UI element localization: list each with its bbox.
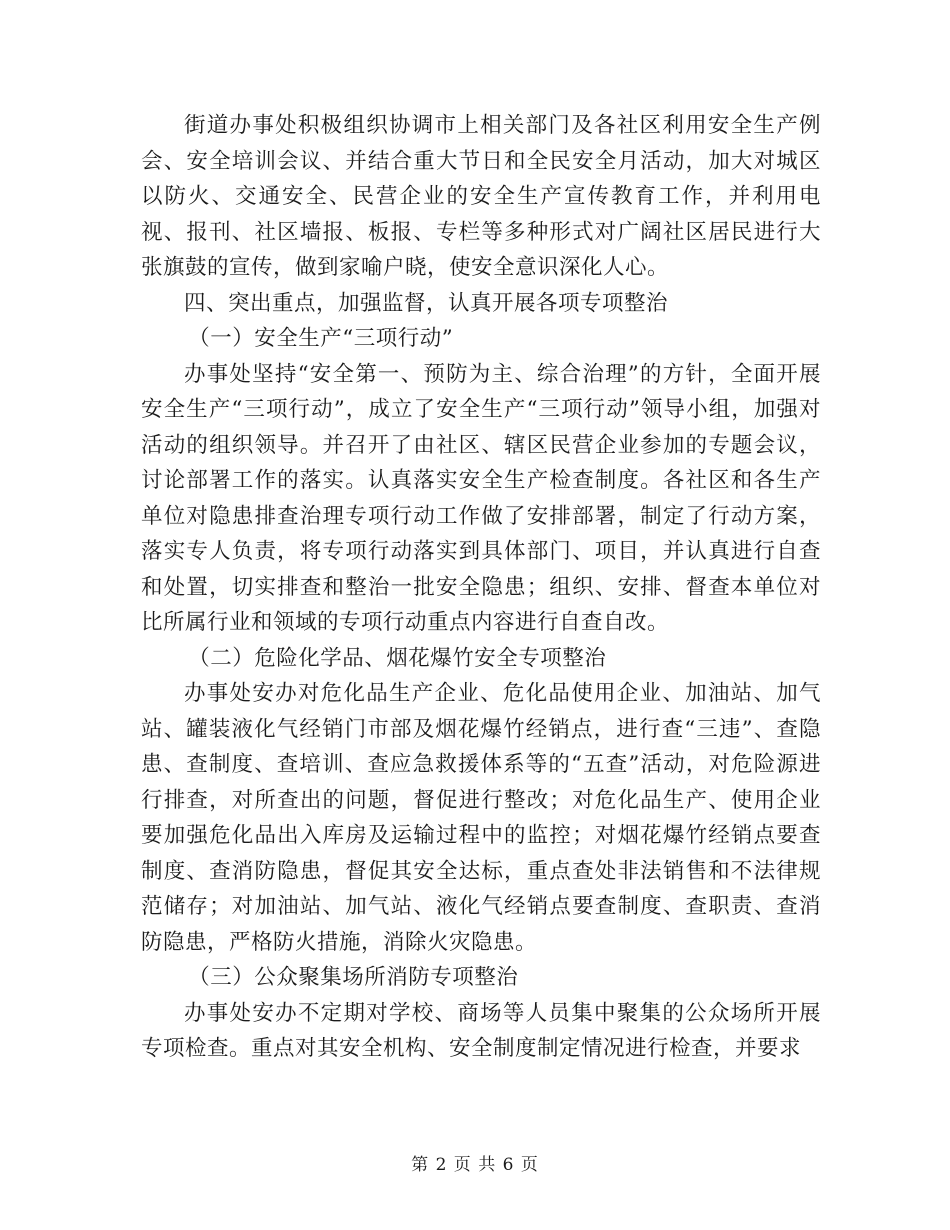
subsection-heading-1: （一）安全生产“三项行动”: [188, 326, 454, 351]
paragraph-three-actions: 办事处坚持“安全第一、预防为主、综合治理”的方针，全面开展安全生产“三项行动”，成立了安全生产“三项行动”领导小组，加强对活动的组织领导。并召开了由社区、辖区民营企业参加的专题会议，讨论部署工作的落实。认真落实安全生产检查制度。各社区和各生产单位对隐患排查治理专项行动工作做了安排部署，制定了行动方案，落实专人负责，将专项行动落实到具体部门、项目，并认真进行自查和处置，切实排查和整治一批安全隐患；组织、安排、督查本单位对比所属行业和领域的专项行动重点内容进行自查自改。: [141, 361, 821, 635]
page-footer: 第 2 页 共 6 页: [411, 1155, 539, 1175]
paragraph-publicity: 街道办事处积极组织协调市上相关部门及各社区利用安全生产例会、安全培训会议、并结合重大节日和全民安全月活动，加大对城区以防火、交通安全、民营企业的安全生产宣传教育工作，并利用电视、报刊、社区墙报、板报、专栏等多种形式对广阔社区居民进行大张旗鼓的宣传，做到家喻户晓，使安全意识深化人心。: [141, 113, 821, 280]
paragraph-hazardous-chemicals: 办事处安办对危化品生产企业、危化品使用企业、加油站、加气站、罐装液化气经销门市部及烟花爆竹经销点，进行查“三违”、查隐患、查制度、查培训、查应急救援体系等的“五查”活动，对危险源进行排查，对所查出的问题，督促进行整改；对危化品生产、使用企业要加强危化品出入库房及运输过程中的监控；对烟花爆竹经销点要查制度、查消防隐患，督促其安全达标，重点查处非法销售和不法律规范储存；对加油站、加气站、液化气经销点要查制度、查职责、查消防隐患，严格防火措施，消除火灾隐患。: [141, 681, 821, 955]
subsection-heading-3: （三）公众聚集场所消防专项整治: [188, 965, 519, 990]
section-heading-4: 四、突出重点，加强监督，认真开展各项专项整治: [184, 290, 669, 316]
subsection-heading-2: （二）危险化学品、烟花爆竹安全专项整治: [188, 645, 607, 671]
document-body: [141, 108, 821, 1067]
paragraph-public-venues: 办事处安办不定期对学校、商场等人员集中聚集的公众场所开展专项检查。重点对其安全机构、安全制度制定情况进行检查，并要求: [141, 1000, 821, 1061]
